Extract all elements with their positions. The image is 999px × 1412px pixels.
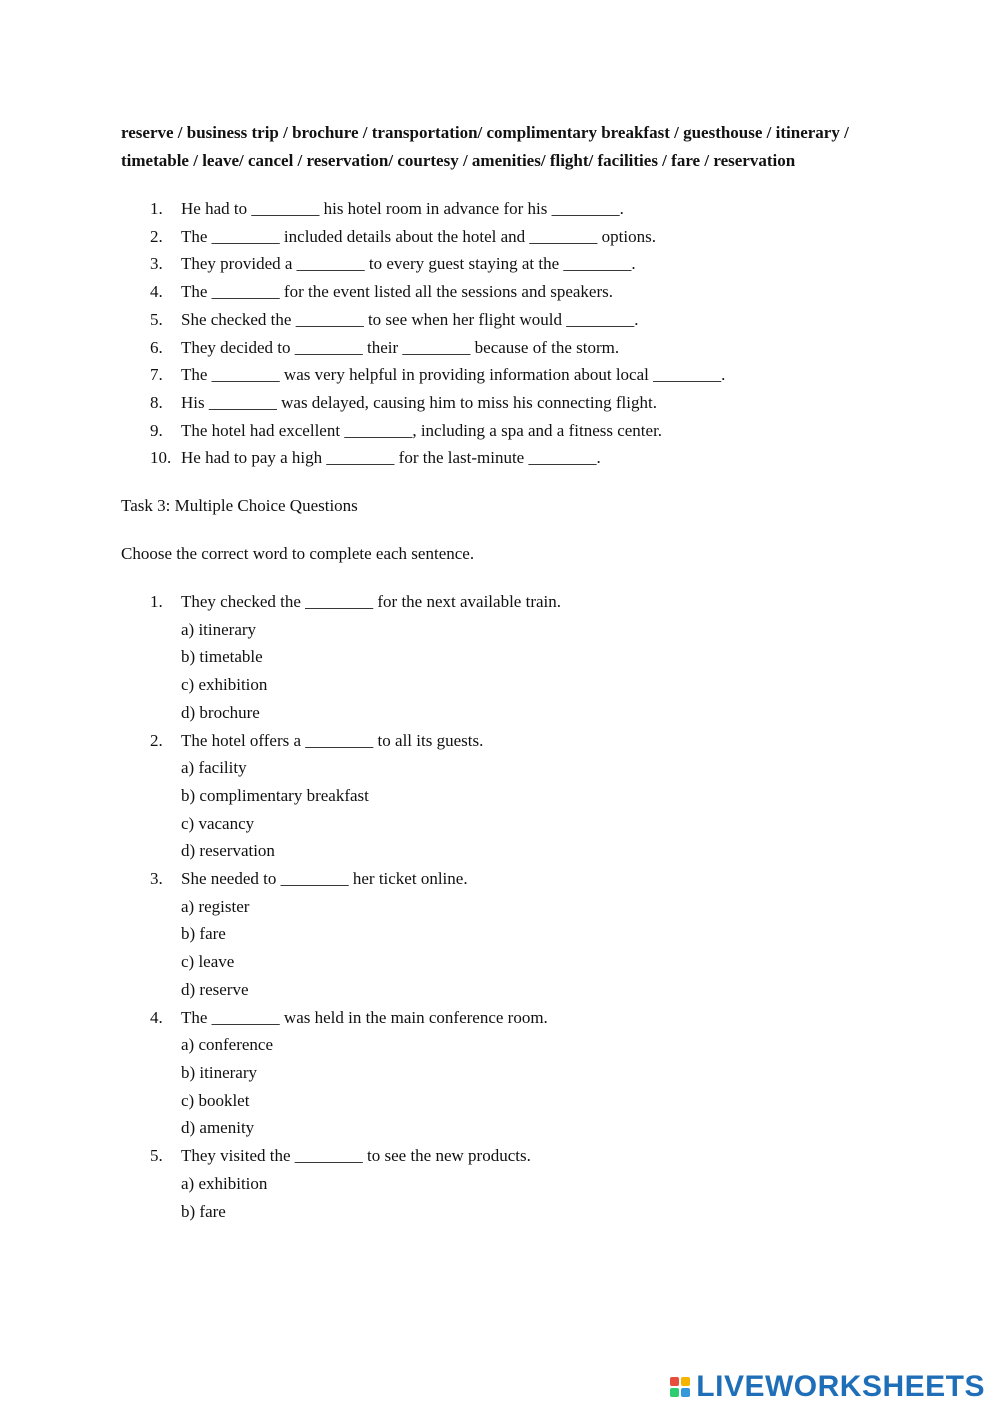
task2-item <box>121 389 881 417</box>
question-item <box>121 1004 881 1143</box>
answer-option: b) timetable <box>181 647 263 667</box>
item-text: They provided a ________ to every guest staying at the ________. <box>181 254 636 274</box>
answer-option: d) amenity <box>181 1118 255 1138</box>
logo-square <box>681 1377 690 1386</box>
question-item <box>121 1142 881 1225</box>
task2-item <box>121 223 881 251</box>
task2-item <box>121 195 881 223</box>
question-text: She needed to ________ her ticket online. <box>181 869 468 889</box>
task2-item <box>121 306 881 334</box>
item-text: They decided to ________ their ________ because of the storm. <box>181 337 620 357</box>
logo-text: LIVEWORKSHEETS <box>696 1370 985 1403</box>
item-number: 1. <box>150 199 163 218</box>
answer-option: c) exhibition <box>181 675 268 695</box>
item-text: The hotel had excellent ________, including a spa and a fitness center. <box>181 420 663 440</box>
task3-question-list <box>121 588 881 1225</box>
item-number: 7. <box>150 365 163 385</box>
question-text: They checked the ________ for the next available train. <box>181 592 561 612</box>
task2-sentence-list <box>121 195 881 472</box>
liveworksheets-logo[interactable] <box>670 1370 985 1404</box>
question-item <box>121 865 881 1004</box>
answer-option: a) register <box>181 896 250 916</box>
task2-item <box>121 444 881 472</box>
task2-item <box>121 250 881 278</box>
answer-option: d) reservation <box>181 841 275 861</box>
worksheet-page <box>121 119 881 1225</box>
task3-title: Task 3: Multiple Choice Questions <box>121 496 358 516</box>
item-number: 9. <box>150 420 163 440</box>
item-number: 2. <box>150 226 163 246</box>
question-text: The hotel offers a ________ to all its guests. <box>181 730 484 750</box>
answer-option: c) vacancy <box>181 813 255 833</box>
question-number: 3. <box>150 869 163 889</box>
task2-item <box>121 417 881 445</box>
question-number: 1. <box>150 592 163 612</box>
logo-square <box>670 1388 679 1397</box>
answer-option: b) itinerary <box>181 1062 257 1082</box>
item-number: 8. <box>150 392 163 412</box>
task3-instruction: Choose the correct word to complete each sentence. <box>121 544 475 564</box>
answer-option: d) brochure <box>181 702 260 722</box>
logo-square <box>681 1388 690 1397</box>
question-text: They visited the ________ to see the new products. <box>181 1146 531 1166</box>
answer-option: b) fare <box>181 1201 226 1221</box>
answer-option: a) exhibition <box>181 1173 268 1193</box>
logo-square <box>670 1377 679 1386</box>
item-number: 3. <box>150 254 163 274</box>
answer-option: a) conference <box>181 1035 274 1055</box>
item-text: The ________ was very helpful in providing information about local ________. <box>181 365 726 385</box>
question-number: 4. <box>150 1007 163 1027</box>
answer-option: c) leave <box>181 952 235 972</box>
answer-option: b) fare <box>181 924 226 944</box>
question-number: 2. <box>150 730 163 750</box>
answer-option: c) booklet <box>181 1090 250 1110</box>
item-text: The ________ for the event listed all the sessions and speakers. <box>181 282 613 302</box>
answer-option: d) reserve <box>181 979 249 999</box>
answer-option: a) itinerary <box>181 619 257 639</box>
item-number: 5. <box>150 309 163 329</box>
item-text: He had to pay a high ________ for the last-minute ________. <box>181 448 601 468</box>
question-text: The ________ was held in the main conference room. <box>181 1007 548 1027</box>
item-text: She checked the ________ to see when her flight would ________. <box>181 309 639 329</box>
answer-option: a) facility <box>181 758 247 778</box>
word-bank: reserve / business trip / brochure / transportation/ complimentary breakfast / guesthouse / itinerary / timetable / leave/ cancel / reservation/ courtesy / amenities/ flight/ facilities / fare / reservation <box>121 123 849 170</box>
answer-option: b) complimentary breakfast <box>181 785 369 805</box>
item-text: The ________ included details about the hotel and ________ options. <box>181 226 656 246</box>
item-text: He had to ________ his hotel room in advance for his ________. <box>181 199 624 218</box>
item-number: 6. <box>150 337 163 357</box>
question-item <box>121 727 881 866</box>
task2-item <box>121 278 881 306</box>
task2-item <box>121 361 881 389</box>
question-item <box>121 588 881 727</box>
item-number: 4. <box>150 282 163 302</box>
item-number: 10. <box>150 448 172 468</box>
task2-item <box>121 334 881 362</box>
question-number: 5. <box>150 1146 163 1166</box>
item-text: His ________ was delayed, causing him to miss his connecting flight. <box>181 392 657 412</box>
logo-mark-icon <box>670 1377 690 1397</box>
